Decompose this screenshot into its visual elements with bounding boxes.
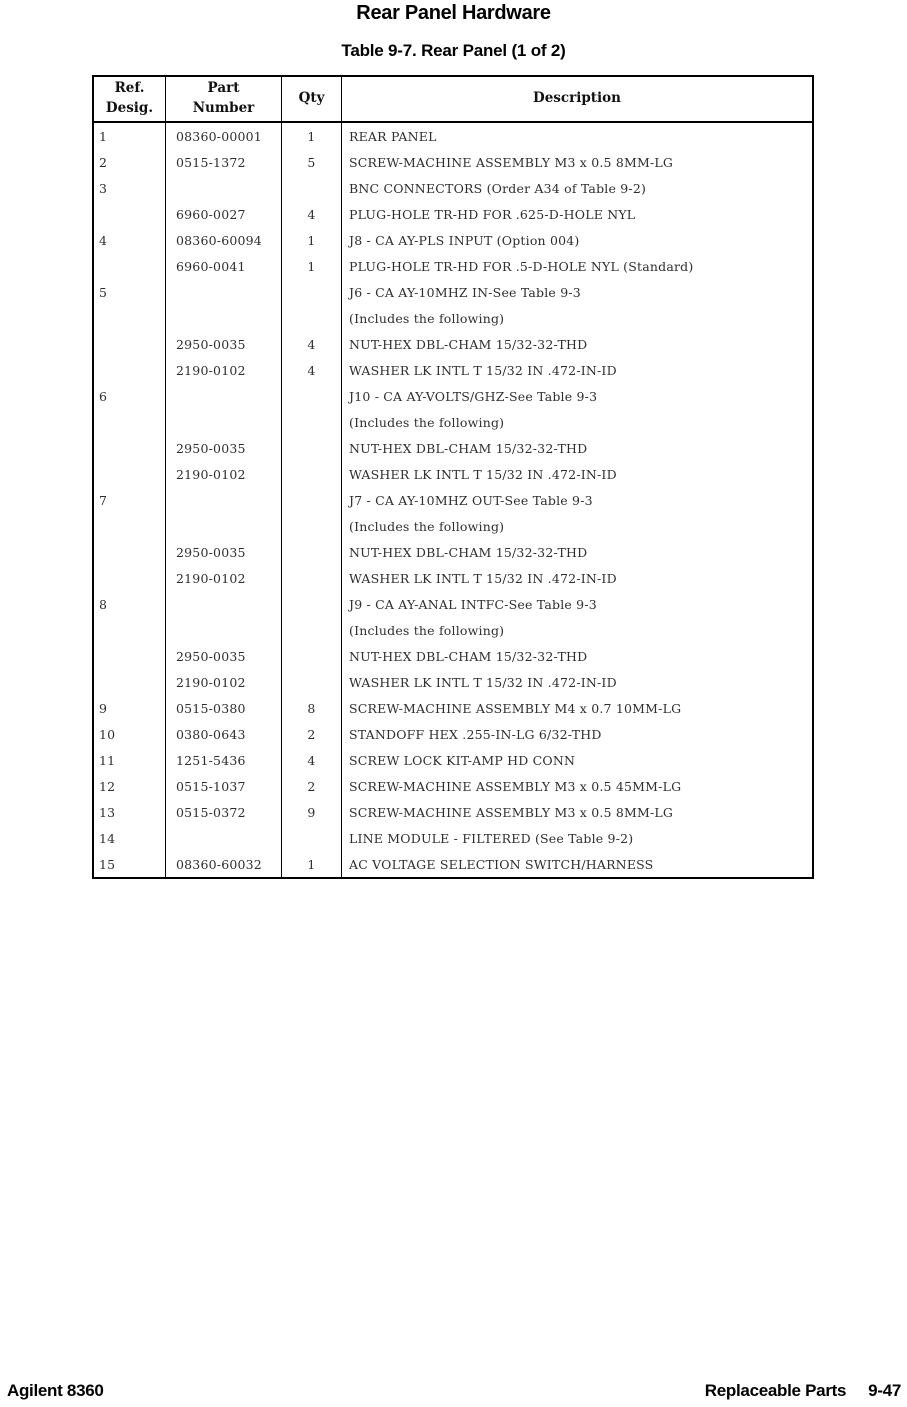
table-row xyxy=(94,539,812,565)
table-row xyxy=(94,123,812,149)
cell-qty xyxy=(282,305,342,331)
cell-part-number: 2190-0102 xyxy=(166,669,282,695)
cell-description: NUT-HEX DBL-CHAM 15/32-32-THD xyxy=(349,544,588,560)
table-row xyxy=(94,721,812,747)
cell-description: (Includes the following) xyxy=(349,622,505,638)
table-row xyxy=(94,851,812,877)
cell-description: PLUG-HOLE TR-HD FOR .5-D-HOLE NYL (Standard) xyxy=(349,258,694,274)
cell-qty: 1 xyxy=(282,253,342,279)
cell-part-number: 08360-00001 xyxy=(166,123,282,149)
cell-description: SCREW LOCK KIT-AMP HD CONN xyxy=(349,752,576,768)
cell-ref-desig: 6 xyxy=(94,383,166,409)
table-row xyxy=(94,279,812,305)
cell-part-number: 2950-0035 xyxy=(166,539,282,565)
table-row xyxy=(94,227,812,253)
cell-part-number xyxy=(166,825,282,851)
table-row xyxy=(94,409,812,435)
cell-ref-desig xyxy=(94,409,166,435)
cell-qty xyxy=(282,513,342,539)
cell-part-number: 2190-0102 xyxy=(166,357,282,383)
cell-ref-desig xyxy=(94,669,166,695)
table-row xyxy=(94,201,812,227)
cell-part-number: 2190-0102 xyxy=(166,565,282,591)
cell-ref-desig xyxy=(94,331,166,357)
cell-description: SCREW-MACHINE ASSEMBLY M3 x 0.5 8MM-LG xyxy=(349,154,674,170)
cell-qty xyxy=(282,539,342,565)
table-row xyxy=(94,565,812,591)
cell-qty xyxy=(282,175,342,201)
table-row xyxy=(94,175,812,201)
cell-qty: 1 xyxy=(282,851,342,877)
table-row xyxy=(94,435,812,461)
cell-qty xyxy=(282,409,342,435)
cell-description: J10 - CA AY-VOLTS/GHZ-See Table 9-3 xyxy=(349,388,598,404)
cell-ref-desig xyxy=(94,617,166,643)
cell-description: J8 - CA AY-PLS INPUT (Option 004) xyxy=(349,232,580,248)
cell-ref-desig: 7 xyxy=(94,487,166,513)
column-header-qty-label: Qty xyxy=(298,90,325,107)
cell-qty: 1 xyxy=(282,123,342,149)
cell-qty: 4 xyxy=(282,201,342,227)
cell-qty: 5 xyxy=(282,149,342,175)
table-row xyxy=(94,799,812,825)
cell-part-number: 08360-60094 xyxy=(166,227,282,253)
cell-description: J9 - CA AY-ANAL INTFC-See Table 9-3 xyxy=(349,596,597,612)
cell-description: AC VOLTAGE SELECTION SWITCH/HARNESS xyxy=(349,856,654,872)
cell-part-number: 0515-1372 xyxy=(166,149,282,175)
column-header-part-number xyxy=(166,77,282,121)
cell-qty: 4 xyxy=(282,357,342,383)
cell-part-number: 6960-0027 xyxy=(166,201,282,227)
cell-ref-desig: 8 xyxy=(94,591,166,617)
cell-description: SCREW-MACHINE ASSEMBLY M4 x 0.7 10MM-LG xyxy=(349,700,682,716)
table-body xyxy=(94,123,812,877)
cell-description: WASHER LK INTL T 15/32 IN .472-IN-ID xyxy=(349,570,617,586)
cell-qty xyxy=(282,643,342,669)
cell-ref-desig xyxy=(94,435,166,461)
cell-ref-desig: 12 xyxy=(94,773,166,799)
cell-part-number xyxy=(166,409,282,435)
table-title: Table 9-7. Rear Panel (1 of 2) xyxy=(341,41,566,60)
cell-part-number: 0380-0643 xyxy=(166,721,282,747)
cell-ref-desig: 5 xyxy=(94,279,166,305)
cell-part-number xyxy=(166,279,282,305)
cell-qty xyxy=(282,669,342,695)
cell-qty: 4 xyxy=(282,747,342,773)
cell-part-number xyxy=(166,487,282,513)
cell-ref-desig xyxy=(94,513,166,539)
parts-table xyxy=(92,75,814,879)
cell-qty: 2 xyxy=(282,773,342,799)
column-header-part-line2: Number xyxy=(192,100,255,116)
cell-ref-desig: 11 xyxy=(94,747,166,773)
cell-description: WASHER LK INTL T 15/32 IN .472-IN-ID xyxy=(349,674,617,690)
cell-part-number: 2950-0035 xyxy=(166,435,282,461)
cell-description: WASHER LK INTL T 15/32 IN .472-IN-ID xyxy=(349,362,617,378)
cell-ref-desig xyxy=(94,305,166,331)
cell-part-number xyxy=(166,591,282,617)
table-row xyxy=(94,617,812,643)
table-row xyxy=(94,643,812,669)
column-header-description xyxy=(342,77,812,121)
footer-page-number: 9-47 xyxy=(868,1381,901,1400)
cell-description: WASHER LK INTL T 15/32 IN .472-IN-ID xyxy=(349,466,617,482)
cell-description: LINE MODULE - FILTERED (See Table 9-2) xyxy=(349,830,634,846)
cell-qty: 8 xyxy=(282,695,342,721)
cell-ref-desig xyxy=(94,253,166,279)
cell-part-number: 0515-0372 xyxy=(166,799,282,825)
cell-qty xyxy=(282,825,342,851)
table-row xyxy=(94,331,812,357)
page-title: Rear Panel Hardware xyxy=(356,2,551,24)
cell-qty xyxy=(282,617,342,643)
cell-ref-desig: 10 xyxy=(94,721,166,747)
cell-description: NUT-HEX DBL-CHAM 15/32-32-THD xyxy=(349,336,588,352)
footer-chapter-label: Replaceable Parts xyxy=(704,1381,847,1400)
column-header-description-label: Description xyxy=(533,90,621,107)
cell-description: NUT-HEX DBL-CHAM 15/32-32-THD xyxy=(349,648,588,664)
table-row xyxy=(94,383,812,409)
cell-ref-desig: 9 xyxy=(94,695,166,721)
table-row xyxy=(94,149,812,175)
cell-qty xyxy=(282,279,342,305)
cell-description: (Includes the following) xyxy=(349,310,505,326)
cell-part-number: 1251-5436 xyxy=(166,747,282,773)
table-row xyxy=(94,487,812,513)
column-header-part-line1: Part xyxy=(207,80,240,97)
cell-description: STANDOFF HEX .255-IN-LG 6/32-THD xyxy=(349,726,602,742)
cell-qty xyxy=(282,461,342,487)
cell-part-number: 2950-0035 xyxy=(166,643,282,669)
cell-qty: 4 xyxy=(282,331,342,357)
table-row xyxy=(94,357,812,383)
cell-ref-desig xyxy=(94,461,166,487)
cell-qty: 1 xyxy=(282,227,342,253)
footer-model: Agilent 8360 xyxy=(7,1381,104,1400)
cell-qty xyxy=(282,565,342,591)
column-header-ref-line2: Desig. xyxy=(105,100,154,116)
cell-ref-desig xyxy=(94,643,166,669)
table-header-row xyxy=(94,77,812,123)
cell-part-number xyxy=(166,383,282,409)
cell-ref-desig xyxy=(94,201,166,227)
table-row xyxy=(94,669,812,695)
cell-ref-desig xyxy=(94,357,166,383)
table-row xyxy=(94,305,812,331)
table-row xyxy=(94,695,812,721)
cell-description: (Includes the following) xyxy=(349,414,505,430)
cell-part-number: 08360-60032 xyxy=(166,851,282,877)
table-row xyxy=(94,253,812,279)
cell-ref-desig xyxy=(94,565,166,591)
cell-ref-desig: 13 xyxy=(94,799,166,825)
cell-description: REAR PANEL xyxy=(349,128,437,144)
table-row xyxy=(94,825,812,851)
cell-ref-desig: 3 xyxy=(94,175,166,201)
table-row xyxy=(94,773,812,799)
cell-part-number: 0515-0380 xyxy=(166,695,282,721)
cell-part-number: 6960-0041 xyxy=(166,253,282,279)
cell-part-number xyxy=(166,617,282,643)
cell-ref-desig: 2 xyxy=(94,149,166,175)
column-header-ref-desig xyxy=(94,77,166,121)
cell-description: (Includes the following) xyxy=(349,518,505,534)
table-row xyxy=(94,591,812,617)
column-header-ref-line1: Ref. xyxy=(114,80,145,97)
cell-ref-desig xyxy=(94,539,166,565)
cell-qty: 2 xyxy=(282,721,342,747)
cell-part-number xyxy=(166,305,282,331)
cell-qty: 9 xyxy=(282,799,342,825)
column-header-qty xyxy=(282,77,342,121)
cell-description: J6 - CA AY-10MHZ IN-See Table 9-3 xyxy=(349,284,581,300)
cell-part-number: 0515-1037 xyxy=(166,773,282,799)
cell-description: NUT-HEX DBL-CHAM 15/32-32-THD xyxy=(349,440,588,456)
cell-qty xyxy=(282,383,342,409)
cell-part-number: 2950-0035 xyxy=(166,331,282,357)
cell-qty xyxy=(282,487,342,513)
cell-ref-desig: 15 xyxy=(94,851,166,877)
cell-description: BNC CONNECTORS (Order A34 of Table 9-2) xyxy=(349,180,647,196)
footer-chapter xyxy=(705,1381,901,1401)
table-row xyxy=(94,513,812,539)
cell-ref-desig: 1 xyxy=(94,123,166,149)
cell-qty xyxy=(282,435,342,461)
cell-ref-desig: 14 xyxy=(94,825,166,851)
cell-description: SCREW-MACHINE ASSEMBLY M3 x 0.5 45MM-LG xyxy=(349,778,682,794)
cell-part-number xyxy=(166,513,282,539)
cell-part-number xyxy=(166,175,282,201)
cell-ref-desig: 4 xyxy=(94,227,166,253)
cell-qty xyxy=(282,591,342,617)
cell-description: J7 - CA AY-10MHZ OUT-See Table 9-3 xyxy=(349,492,593,508)
cell-part-number: 2190-0102 xyxy=(166,461,282,487)
cell-description: SCREW-MACHINE ASSEMBLY M3 x 0.5 8MM-LG xyxy=(349,804,674,820)
table-row xyxy=(94,461,812,487)
cell-description: PLUG-HOLE TR-HD FOR .625-D-HOLE NYL xyxy=(349,206,636,222)
table-row xyxy=(94,747,812,773)
